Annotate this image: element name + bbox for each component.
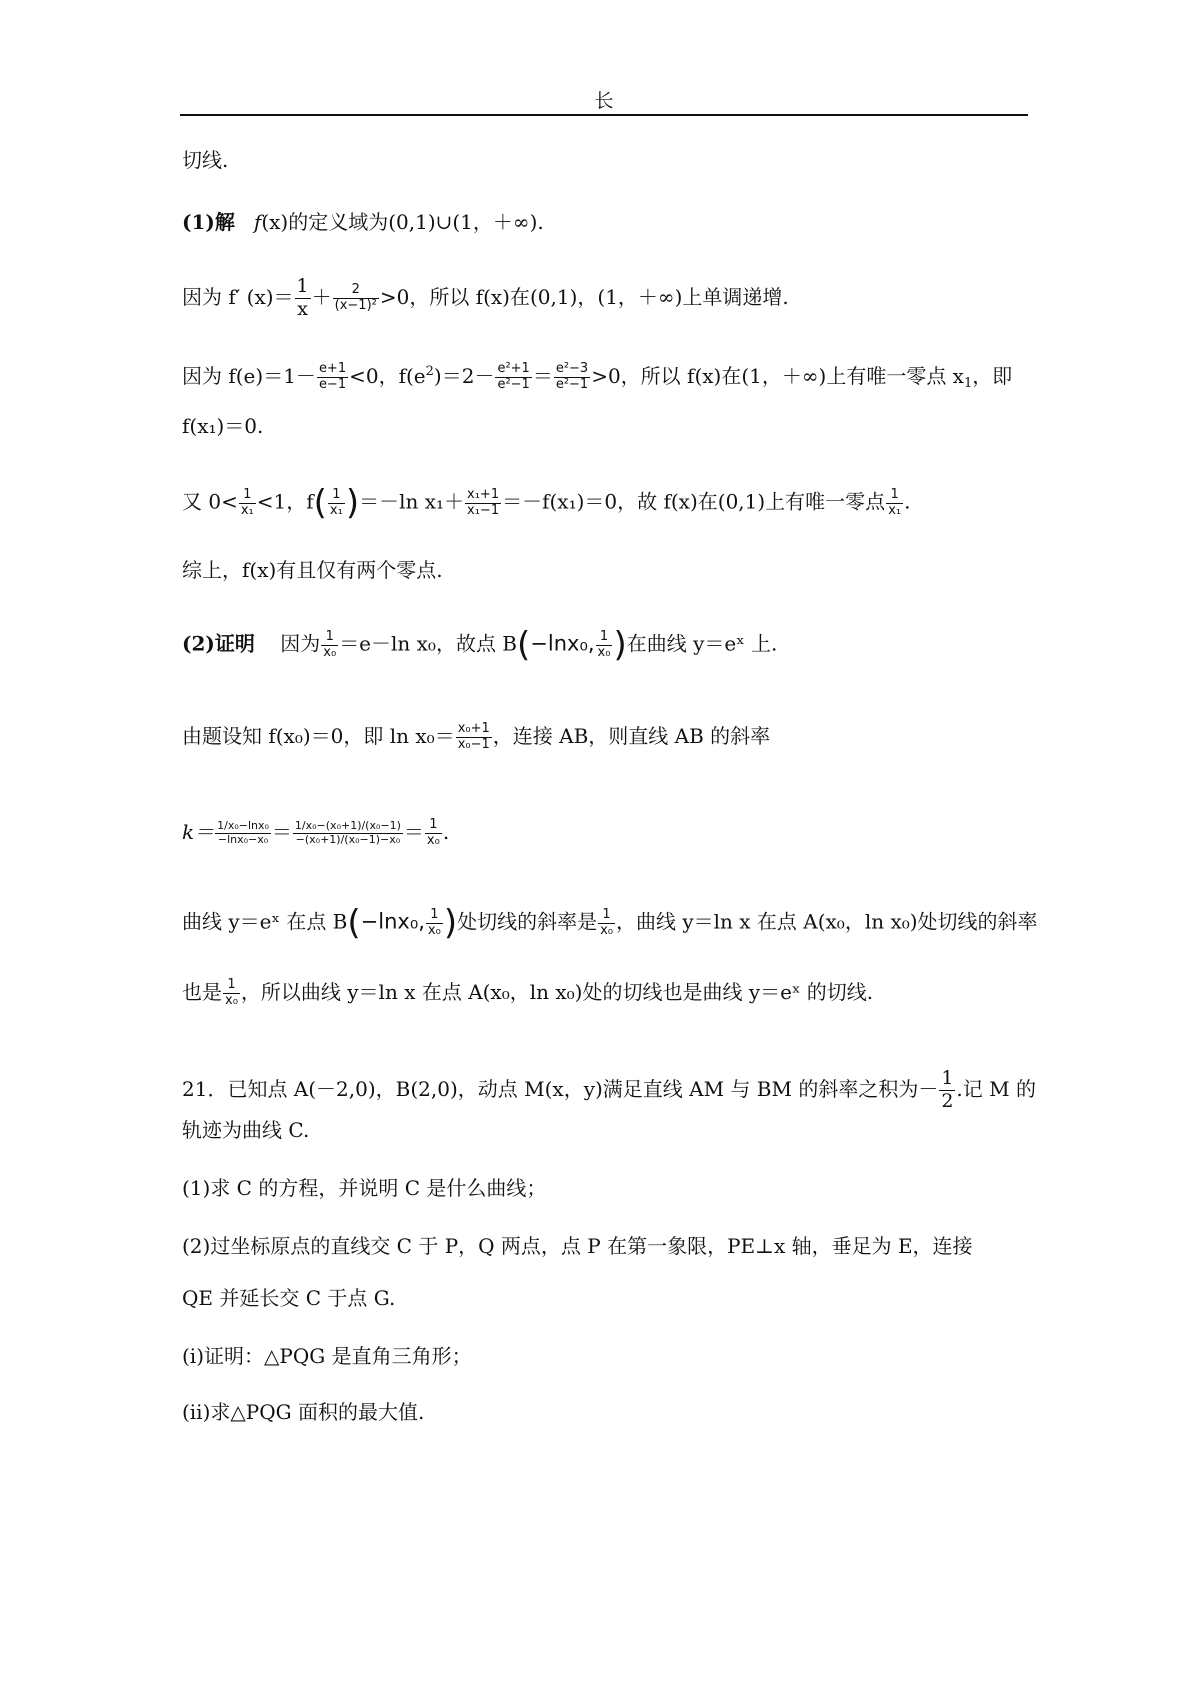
ji-text: ，即 xyxy=(972,363,1013,388)
fraction-x0-plus-1: $\frac{\text{x₀+1}}{\text{x₀−1}}$ xyxy=(457,721,490,752)
period: . xyxy=(442,819,450,844)
page-header: 长 xyxy=(594,90,614,112)
fraction-1-over-x0-d: $\frac{1}{\text{x₀}}$ xyxy=(600,906,613,938)
slope-fraction-1: $\frac{\text{1/x₀−lnx₀}}{\text{−lnx₀−x₀}}$ xyxy=(217,819,269,846)
fraction-1-over-x0-e: $\frac{1}{\text{x₀}}$ xyxy=(225,977,238,1008)
period: . xyxy=(904,489,911,514)
fraction-e-plus-1: $\frac{e+1}{e-1}$ xyxy=(318,361,347,392)
also-text: 也是 xyxy=(182,979,222,1004)
fraction-e2-plus-1: $\frac{\text{e²+1}}{\text{e²−1}}$ xyxy=(497,361,530,392)
text-line-2 xyxy=(182,212,1032,232)
text-line-4 xyxy=(182,362,1032,393)
text-line-3 xyxy=(182,276,1032,321)
slope-fraction-2: $\frac{\text{1/x₀−(x₀+1)/(x₀−1)}}{\text{−(x₀+1)/(x₀−1)−x₀}}$ xyxy=(294,819,401,846)
f-lead: <1，f xyxy=(256,489,314,514)
monotonic-text: >0，所以 f(x)在(0,1)，(1，＋∞)上单调递增. xyxy=(379,284,789,309)
ln-text: ＝－ln x₁＋ xyxy=(359,489,465,514)
text-line-13 xyxy=(182,1067,1036,1113)
fraction-2-over-square: $\frac{2}{\text{(x−1)²}}$ xyxy=(334,281,377,313)
plus-sign: ＋ xyxy=(311,284,332,309)
fraction-e2-minus-3: $\frac{\text{e²−3}}{\text{e²−1}}$ xyxy=(555,361,589,392)
f-symbol: f xyxy=(253,210,262,234)
right-paren: ) xyxy=(613,625,627,665)
subscript-1: 1 xyxy=(963,375,973,391)
equals: ＝ xyxy=(532,363,553,388)
text-line-8 xyxy=(182,625,1032,665)
text-line-16: (2)过坐标原点的直线交 C 于 P，Q 两点，点 P 在第一象限，PE⊥x 轴，垂足为 E，连接 xyxy=(182,1234,973,1258)
given-text: 由题设知 f(x₀)＝0，即 ln x₀＝ xyxy=(182,723,455,748)
fe2-lead: )＝2－ xyxy=(433,363,495,388)
text-line-15: (1)求 C 的方程，并说明 C 是什么曲线； xyxy=(182,1176,547,1200)
fraction-1-over-x: $\frac{1}{x}$ xyxy=(296,275,309,320)
record-m-text: .记 M 的 xyxy=(956,1076,1036,1101)
point-b-coord: −lnx₀, xyxy=(360,909,425,934)
unique-zero-text: ＝－f(x₁)＝0，故 f(x)在(0,1)上有唯一零点 xyxy=(502,489,886,514)
curve-ln-text: ，曲线 y＝ln x 在点 A(x₀，ln x₀)处切线的斜率 xyxy=(616,909,1038,934)
equals: ＝ xyxy=(271,819,292,844)
header-rule xyxy=(180,114,1028,116)
text-line-19: (ⅱ)求△PQG 面积的最大值. xyxy=(182,1400,425,1424)
part1-label: (1)解 xyxy=(182,210,235,234)
slope-ab-text: ，连接 AB，则直线 AB 的斜率 xyxy=(492,723,771,748)
point-b-coord: −lnx₀, xyxy=(530,631,595,656)
text-line-12 xyxy=(182,978,1032,1009)
text-line-9 xyxy=(182,722,1032,753)
because-text: 因为 xyxy=(280,631,321,656)
problem-21-text: 21．已知点 A(－2,0)，B(2,0)，动点 M(x，y)满足直线 AM 与 BM 的斜率之积为－ xyxy=(182,1076,939,1101)
domain-text: (x)的定义域为(0,1)∪(1，＋∞). xyxy=(261,210,544,234)
superscript-2: 2 xyxy=(425,363,434,379)
text-line-18: (ⅰ)证明：△PQG 是直角三角形； xyxy=(182,1344,472,1368)
derivative-lead: 因为 f′ (x)＝ xyxy=(182,284,294,309)
part2-label: (2)证明 xyxy=(182,631,255,656)
fraction-one-half: $\frac{1}{2}$ xyxy=(941,1067,954,1112)
left-paren: ( xyxy=(517,625,531,665)
fraction-x1-plus-1: $\frac{\text{x₁+1}}{\text{x₁−1}}$ xyxy=(467,486,500,518)
fraction-1-over-x1-c: $\frac{1}{\text{x₁}}$ xyxy=(888,486,902,518)
right-paren: ) xyxy=(345,483,360,523)
k-equals: k＝ xyxy=(182,819,215,844)
fraction-1-over-x0-b: $\frac{1}{\text{x₀}}$ xyxy=(597,628,611,660)
text-line-7: 综上，f(x)有且仅有两个零点. xyxy=(182,558,443,582)
text-line-1: 切线. xyxy=(182,148,229,172)
point-b-lead: ＝e－ln x₀，故点 B xyxy=(339,631,518,656)
tangent-slope-text: 处切线的斜率是 xyxy=(457,909,598,934)
right-paren: ) xyxy=(443,903,458,943)
zero-point-text: >0，所以 f(x)在(1，＋∞)上有唯一零点 x xyxy=(591,363,964,388)
text-line-11 xyxy=(182,903,1038,943)
fraction-1-over-x1-a: $\frac{1}{\text{x₁}}$ xyxy=(240,486,254,518)
left-paren: ( xyxy=(313,483,327,523)
fraction-1-over-x0-a: $\frac{1}{\text{x₀}}$ xyxy=(323,628,337,660)
range-lead: 又 0< xyxy=(182,489,238,514)
curve-ex-text: 曲线 y＝eˣ 在点 B xyxy=(182,909,348,934)
text-line-5: f(x₁)＝0. xyxy=(182,414,264,438)
fraction-1-over-x1-b: $\frac{1}{\text{x₁}}$ xyxy=(329,486,343,518)
on-curve-text: 在曲线 y＝eˣ 上. xyxy=(626,631,778,656)
left-paren: ( xyxy=(347,903,361,943)
fe-lead: 因为 f(e)＝1－ xyxy=(182,363,316,388)
text-line-14: 轨迹为曲线 C. xyxy=(182,1118,310,1142)
fe-less-zero: <0，f(e xyxy=(349,363,426,388)
text-line-10 xyxy=(182,818,1032,849)
text-line-6 xyxy=(182,483,1032,523)
slope-fraction-3: $\frac{1}{\text{x₀}}$ xyxy=(426,817,440,848)
fraction-1-over-x0-c: $\frac{1}{\text{x₀}}$ xyxy=(427,906,441,938)
text-line-17: QE 并延长交 C 于点 G. xyxy=(182,1286,396,1310)
equals: ＝ xyxy=(403,819,424,844)
conclusion-text: ，所以曲线 y＝ln x 在点 A(x₀，ln x₀)处的切线也是曲线 y＝eˣ 的切线. xyxy=(240,979,874,1004)
